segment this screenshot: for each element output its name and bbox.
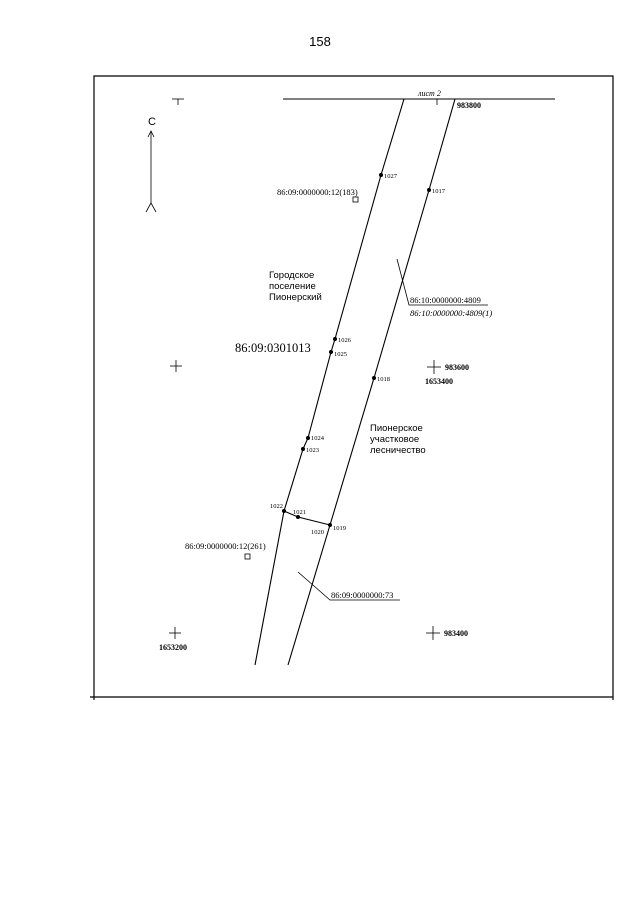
svg-text:лесничество: лесничество (370, 445, 426, 456)
svg-text:Пионерский: Пионерский (269, 292, 322, 303)
point-label-1022: 1022 (270, 503, 283, 510)
point-1024 (306, 436, 310, 440)
map-frame (94, 76, 613, 700)
coord-mid-right-y: 1653400 (425, 377, 453, 386)
parcel-183-label: 86:09:0000000:12(183) (277, 187, 358, 197)
coord-bottom-right-x: 983400 (444, 629, 468, 638)
point-label-1020: 1020 (311, 529, 324, 536)
parcel-73-label: 86:09:0000000:73 (331, 590, 394, 600)
point-1027 (379, 173, 383, 177)
point-label-1017: 1017 (432, 188, 445, 195)
svg-text:поселение: поселение (269, 281, 316, 292)
point-label-1024: 1024 (311, 435, 324, 442)
sheet-label: лист 2 (418, 89, 441, 98)
point-label-1026: 1026 (338, 337, 351, 344)
parcel-261-label: 86:09:0000000:12(261) (185, 541, 266, 551)
point-label-1018: 1018 (377, 376, 390, 383)
connection-segment (284, 511, 330, 525)
point-1026 (333, 337, 337, 341)
point-label-1027: 1027 (384, 173, 397, 180)
point-1019 (328, 523, 332, 527)
point-1017 (427, 188, 431, 192)
coord-top-right: 983800 (457, 101, 481, 110)
north-label: С (148, 116, 156, 128)
north-arrow (146, 116, 156, 212)
coord-mid-right-x: 983600 (445, 363, 469, 372)
parcel-4809-1-label: 86:10:0000000:4809(1) (410, 308, 493, 318)
grid-crosses (169, 99, 441, 640)
page-number: 158 (309, 34, 331, 49)
point-label-1021: 1021 (293, 509, 306, 516)
parcel-183-marker (353, 197, 358, 202)
settlement-label (269, 270, 322, 303)
parcel-4809-label: 86:10:0000000:4809 (410, 295, 481, 305)
svg-text:Пионерское: Пионерское (370, 423, 423, 434)
point-label-1025: 1025 (334, 351, 347, 358)
svg-text:участковое: участковое (370, 434, 420, 445)
main-block-label: 86:09:0301013 (235, 341, 311, 355)
parcel-261-marker (245, 554, 250, 559)
point-1018 (372, 376, 376, 380)
point-1023 (301, 447, 305, 451)
point-1025 (329, 350, 333, 354)
coord-bottom-left-y: 1653200 (159, 643, 187, 652)
svg-text:Городское: Городское (269, 270, 315, 281)
point-label-1023: 1023 (306, 447, 319, 454)
point-label-1019: 1019 (333, 525, 346, 532)
forestry-label (370, 423, 426, 456)
